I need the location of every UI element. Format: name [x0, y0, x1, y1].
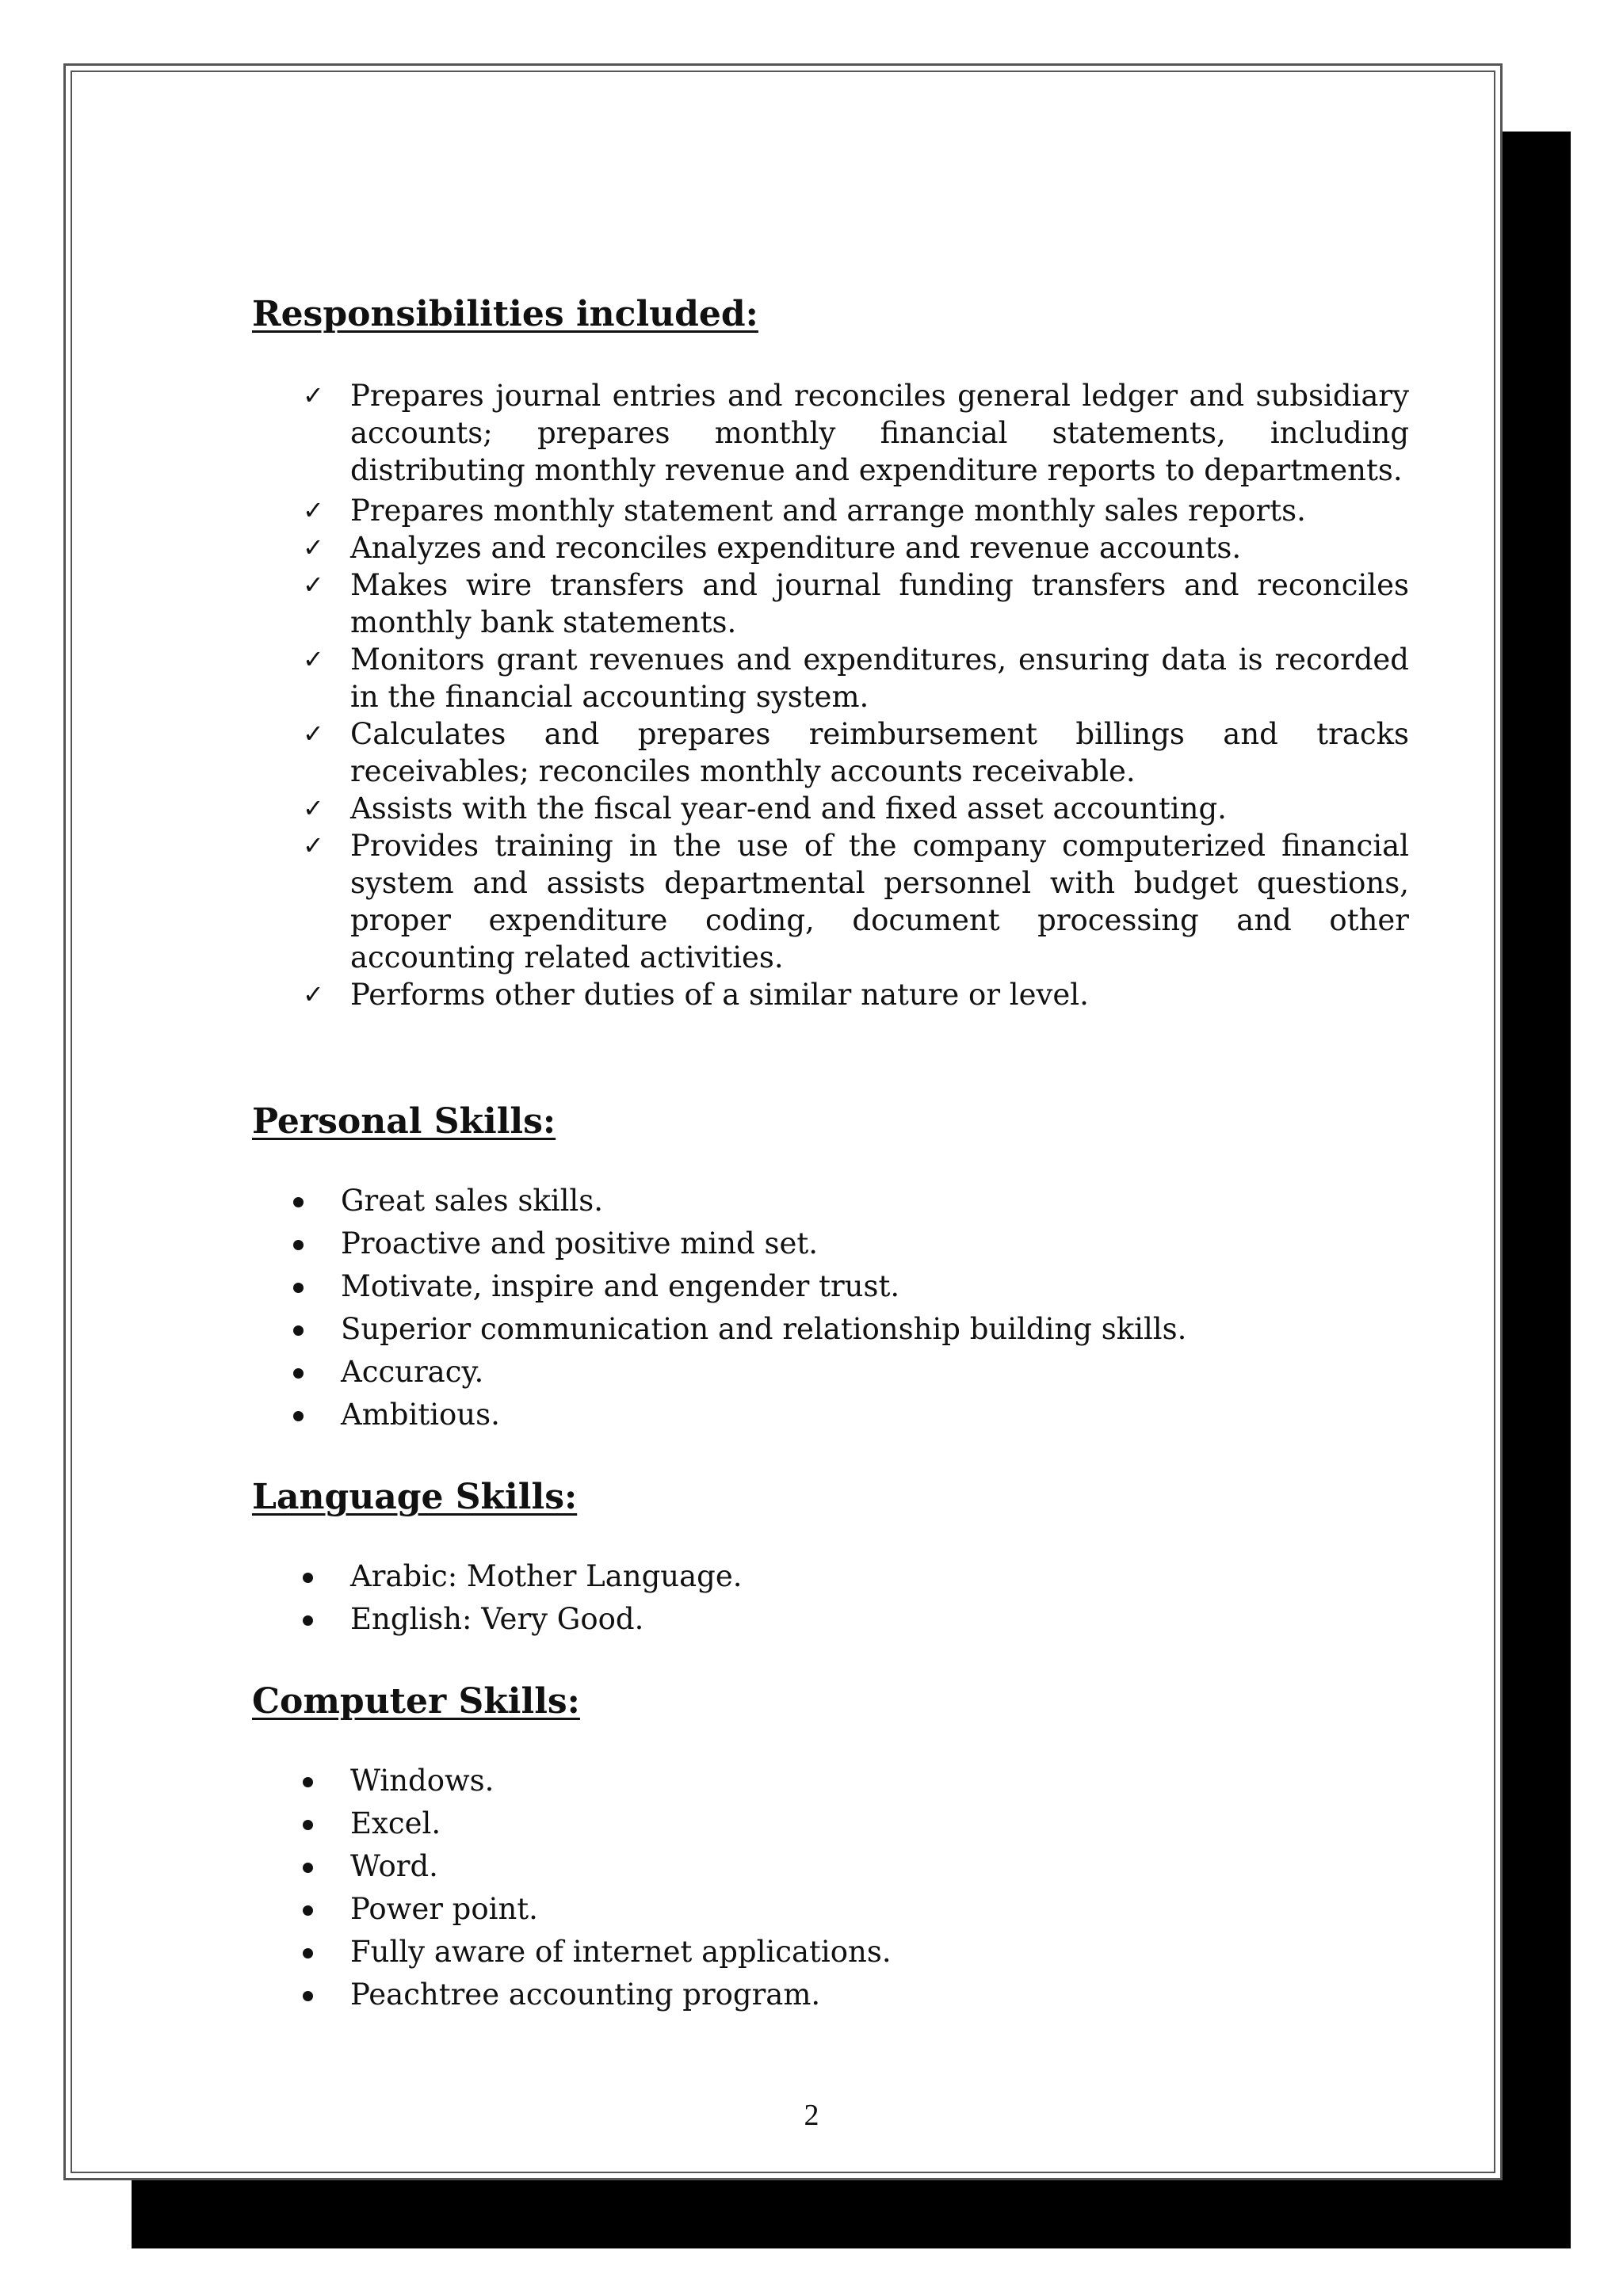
list-item-text: Excel.: [350, 1806, 441, 1840]
bullet-icon: [303, 1820, 313, 1830]
list-item-text: Provides training in the use of the company computerized financial system and assists departmental personnel with budget questions, proper expenditure coding, document processing and other accounting related activities.: [350, 829, 1409, 974]
list-item-text: Performs other duties of a similar nature or level.: [350, 978, 1089, 1012]
personal-skills-list: [252, 1180, 1409, 1436]
list-item-text: Motivate, inspire and engender trust.: [341, 1269, 900, 1303]
list-item-text: Superior communication and relationship building skills.: [341, 1312, 1187, 1346]
list-item-text: Peachtree accounting program.: [350, 1978, 821, 2012]
language-skills-heading: Language Skills:: [252, 1477, 578, 1517]
responsibilities-heading: Responsibilities included:: [252, 294, 758, 334]
list-item: [252, 1265, 1409, 1308]
bullet-icon: [303, 1991, 313, 2001]
list-item: [252, 1555, 1409, 1598]
bullet-icon: [303, 1863, 313, 1873]
list-item: [252, 1931, 1409, 1974]
check-icon: ✓: [303, 495, 324, 525]
list-item: [252, 1802, 1409, 1845]
bullet-icon: [293, 1283, 304, 1293]
bullet-icon: [303, 1948, 313, 1958]
list-item: [252, 1308, 1409, 1351]
list-item: [252, 1394, 1409, 1436]
list-item-text: Assists with the fiscal year-end and fixed asset accounting.: [350, 791, 1227, 826]
page-content: [252, 287, 1409, 2016]
list-item-text: Makes wire transfers and journal funding transfers and reconciles monthly bank statements.: [350, 568, 1409, 639]
list-item-text: Arabic: Mother Language.: [350, 1559, 743, 1593]
responsibilities-list: [252, 377, 1409, 1013]
list-item-text: Fully aware of internet applications.: [350, 1935, 892, 1969]
list-item-text: Monitors grant revenues and expenditures, ensuring data is recorded in the financial accounting system.: [350, 643, 1409, 714]
list-item-text: Windows.: [350, 1764, 495, 1798]
list-item-text: English: Very Good.: [350, 1602, 644, 1636]
list-item: [252, 1974, 1409, 2016]
check-icon: ✓: [303, 644, 324, 674]
personal-skills-heading: Personal Skills:: [252, 1101, 556, 1142]
computer-skills-list: [252, 1760, 1409, 2016]
list-item-text: Prepares journal entries and reconciles general ledger and subsidiary accounts; prepares monthly financial statements, including distributing monthly revenue and expenditure reports to departments.: [350, 379, 1409, 487]
list-item: [252, 377, 1409, 489]
list-item: [252, 1222, 1409, 1265]
bullet-icon: [293, 1411, 304, 1421]
list-item: [252, 641, 1409, 715]
list-item-text: Word.: [350, 1849, 438, 1883]
list-item: [252, 1180, 1409, 1222]
list-item: [252, 1888, 1409, 1931]
check-icon: ✓: [303, 719, 324, 749]
list-item: [252, 1845, 1409, 1888]
bullet-icon: [293, 1368, 304, 1379]
bullet-icon: [303, 1615, 313, 1626]
list-item: [252, 790, 1409, 827]
list-item: [252, 827, 1409, 976]
list-item-text: Analyzes and reconciles expenditure and revenue accounts.: [350, 531, 1242, 565]
spacer: [252, 1641, 1409, 1674]
language-skills-list: [252, 1555, 1409, 1641]
check-icon: ✓: [303, 979, 324, 1009]
list-item: [252, 1760, 1409, 1802]
list-item: [252, 566, 1409, 641]
check-icon: ✓: [303, 830, 324, 860]
list-item: [252, 1351, 1409, 1394]
bullet-icon: [293, 1197, 304, 1207]
check-icon: ✓: [303, 532, 324, 563]
spacer: [252, 1436, 1409, 1470]
list-item: [252, 715, 1409, 790]
list-item-text: Ambitious.: [341, 1398, 500, 1432]
list-item: [252, 1598, 1409, 1641]
spacer: [252, 1013, 1409, 1094]
list-item-text: Proactive and positive mind set.: [341, 1226, 818, 1261]
check-icon: ✓: [303, 570, 324, 600]
list-item: [252, 529, 1409, 566]
computer-skills-heading: Computer Skills:: [252, 1681, 580, 1722]
bullet-icon: [303, 1777, 313, 1787]
list-item: [252, 976, 1409, 1013]
list-item-text: Power point.: [350, 1892, 538, 1926]
bullet-icon: [293, 1240, 304, 1250]
list-item-text: Prepares monthly statement and arrange monthly sales reports.: [350, 494, 1306, 528]
bullet-icon: [293, 1325, 304, 1336]
check-icon: ✓: [303, 793, 324, 823]
list-item-text: Accuracy.: [341, 1355, 484, 1389]
list-item: [252, 492, 1409, 529]
bullet-icon: [303, 1905, 313, 1916]
list-item-text: Great sales skills.: [341, 1184, 604, 1218]
bullet-icon: [303, 1573, 313, 1583]
check-icon: ✓: [303, 380, 324, 410]
page-number: 2: [804, 2099, 819, 2132]
list-item-text: Calculates and prepares reimbursement billings and tracks receivables; reconciles monthly accounts receivable.: [350, 717, 1409, 788]
